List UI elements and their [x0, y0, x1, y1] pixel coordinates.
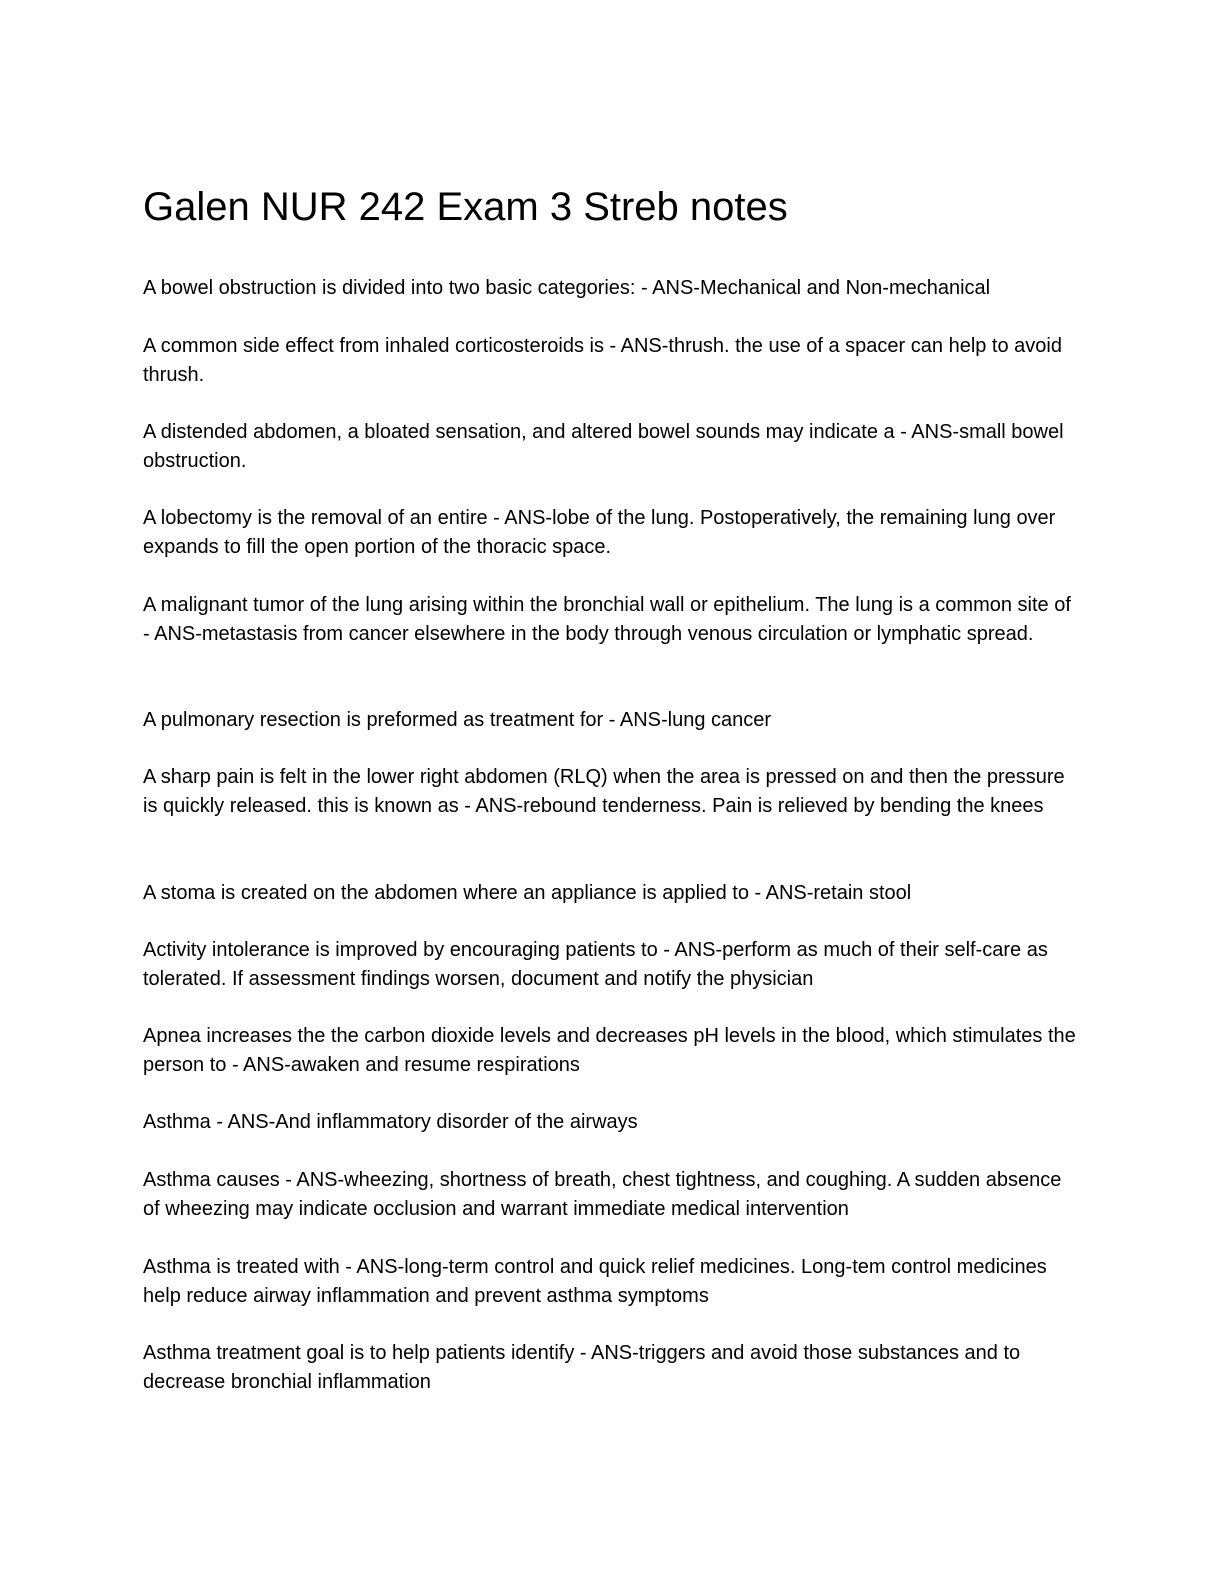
- note-paragraph-5: A malignant tumor of the lung arising within the bronchial wall or epithelium. The lung is a common site of - ANS-metastasis from cancer elsewhere in the body through venous circulation or lymphatic spread.: [143, 594, 1071, 645]
- note-paragraph-13: Asthma is treated with - ANS-long-term control and quick relief medicines. Long-tem control medicines help reduce airway inflammation and prevent asthma symptoms: [143, 1256, 1047, 1307]
- note-paragraph-11: Asthma - ANS-And inflammatory disorder of the airways: [143, 1111, 638, 1133]
- note-paragraph-6: A pulmonary resection is preformed as treatment for - ANS-lung cancer: [143, 709, 772, 731]
- note-paragraph-8: A stoma is created on the abdomen where an appliance is applied to - ANS-retain stool: [143, 882, 912, 904]
- document-title: Galen NUR 242 Exam 3 Streb notes: [143, 185, 788, 229]
- note-paragraph-7: A sharp pain is felt in the lower right abdomen (RLQ) when the area is pressed on and then the pressure is quickly released. this is known as - ANS-rebound tenderness. Pain is relieved by bending the knees: [143, 766, 1065, 817]
- note-paragraph-4: A lobectomy is the removal of an entire - ANS-lobe of the lung. Postoperatively, the remaining lung over expands to fill the open portion of the thoracic space.: [143, 507, 1056, 558]
- note-paragraph-12: Asthma causes - ANS-wheezing, shortness of breath, chest tightness, and coughing. A sudden absence of wheezing may indicate occlusion and warrant immediate medical intervention: [143, 1169, 1062, 1220]
- note-paragraph-10: Apnea increases the the carbon dioxide levels and decreases pH levels in the blood, which stimulates the person to - ANS-awaken and resume respirations: [143, 1025, 1076, 1076]
- note-paragraph-1: A bowel obstruction is divided into two basic categories: - ANS-Mechanical and Non-mechanical: [143, 277, 991, 299]
- note-paragraph-9: Activity intolerance is improved by encouraging patients to - ANS-perform as much of their self-care as tolerated. If assessment findings worsen, document and notify the physician: [143, 939, 1048, 990]
- note-paragraph-14: Asthma treatment goal is to help patients identify - ANS-triggers and avoid those substances and to decrease bronchial inflammation: [143, 1342, 1021, 1393]
- note-paragraph-3: A distended abdomen, a bloated sensation, and altered bowel sounds may indicate a - ANS-small bowel obstruction.: [143, 421, 1064, 472]
- note-paragraph-2: A common side effect from inhaled corticosteroids is - ANS-thrush. the use of a spacer can help to avoid thrush.: [143, 335, 1062, 386]
